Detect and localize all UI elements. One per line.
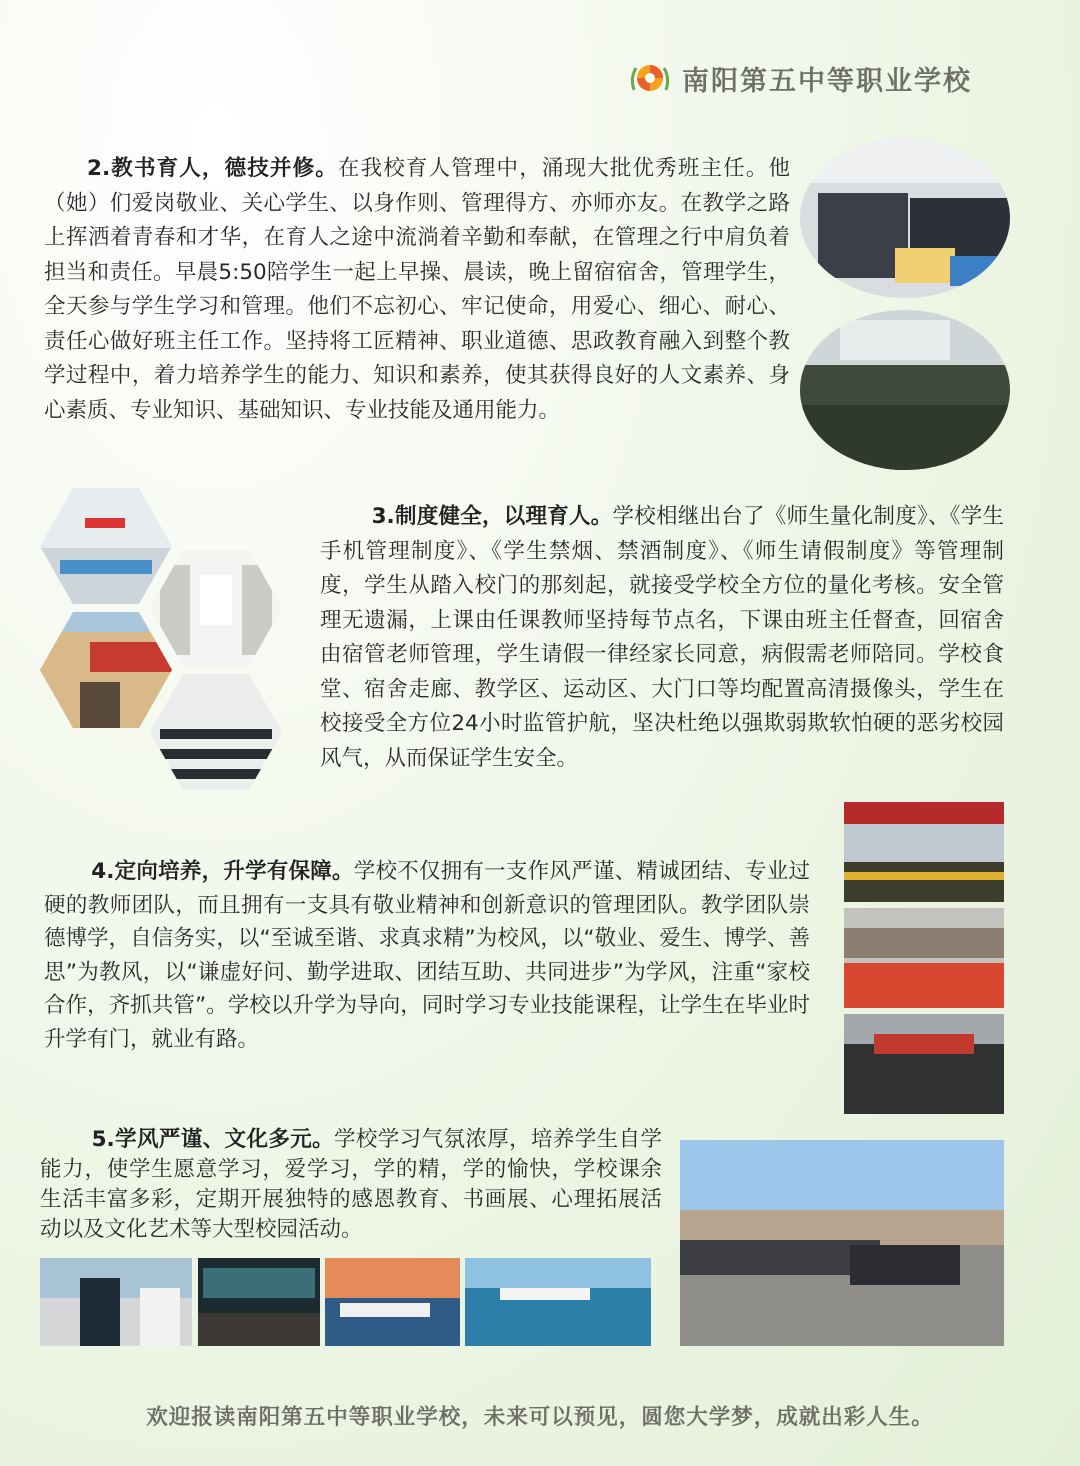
section-2-title: 2.教书育人，德技并修。 (87, 156, 338, 181)
school-logo-icon (628, 56, 672, 100)
section-2-body: 在我校育人管理中，涌现大批优秀班主任。他（她）们爱岗敬业、关心学生、以身作则、管理得方、亦师亦友。在教学之路上挥洒着青春和才华，在育人之途中流淌着辛勤和奉献，在管理之行中肩负着担当和责任。早晨5:50陪学生一起上早操、晨读，晚上留宿宿舍，管理学生，全天参与学生学习和管理。他们不忘初心、牢记使命，用爱心、细心、耐心、责任心做好班主任工作。坚持将工匠精神、职业道德、思政教育融入到整个教学过程中，着力培养学生的能力、知识和素养，使其获得良好的人文素养、身心素质、专业知识、基础知识、专业技能及通用能力。 (44, 156, 790, 423)
school-name: 南阳第五中等职业学校 (682, 65, 972, 97)
computer-lab-photo (150, 674, 282, 790)
section-5 (40, 1125, 662, 1245)
section-4-title: 4.定向培养，升学有保障。 (91, 859, 354, 884)
section-4-paragraph (44, 855, 810, 1056)
classroom-photo-1 (800, 138, 1010, 298)
campus-activity-photo (680, 1140, 1004, 1346)
section-2 (44, 152, 790, 428)
classroom-photo-2 (800, 310, 1010, 470)
cruise-sunset-photo (325, 1258, 460, 1346)
section-5-paragraph (40, 1125, 662, 1245)
section-4-body: 学校不仅拥有一支作风严谨、精诚团结、专业过硬的教师团队，而且拥有一支具有敬业精神和创新意识的管理团队。教学团队崇德博学，自信务实，以“至诚至谐、求真求精”为校风，以“敬业、爱生、博学、善思”为教风，以“谦虚好问、勤学进取、团结互助、共同进步”为学风，注重“家校合作，齐抓共管”。学校以升学为导向，同时学习专业技能课程，让学生在毕业时升学有门，就业有路。 (44, 859, 810, 1052)
section-3-paragraph (320, 500, 1004, 776)
ceremony-photo (844, 802, 1004, 902)
group-photo (844, 908, 1004, 1008)
ship-bridge-photo (40, 1258, 192, 1346)
control-room-photo (198, 1258, 320, 1346)
section-4 (44, 855, 810, 1056)
graduation-photo (844, 1014, 1004, 1114)
section-3-body: 学校相继出台了《师生量化制度》、《学生手机管理制度》、《学生禁烟、禁酒制度》、《师生请假制度》等管理制度，学生从踏入校门的那刻起，就接受学校全方位的量化考核。安全管理无遗漏，上课由任课教师坚持每节点名，下课由班主任督查，回宿舍由宿管老师管理，学生请假一律经家长同意，病假需老师陪同。学校食堂、宿舍走廊、教学区、运动区、大门口等均配置高清摄像头，学生在校接受全方位24小时监管护航，坚决杜绝以强欺弱欺软怕硬的恶劣校园风气，从而保证学生安全。 (320, 504, 1004, 771)
footer-slogan: 欢迎报读南阳第五中等职业学校，未来可以预见，圆您大学梦，成就出彩人生。 (146, 1405, 934, 1430)
section-5-body: 学校学习气氛浓厚，培养学生自学能力，使学生愿意学习，爱学习，学的精，学的愉快，学校课余生活丰富多彩，定期开展独特的感恩教育、书画展、心理拓展活动以及文化艺术等大型校园活动。 (40, 1127, 662, 1242)
section-3-title: 3.制度健全，以理育人。 (371, 504, 613, 529)
header (628, 56, 972, 100)
section-5-title: 5.学风严谨、文化多元。 (91, 1127, 335, 1152)
dormitory-photo (150, 550, 282, 666)
canteen-photo (40, 488, 172, 604)
facility-hexagon-collage (40, 488, 290, 808)
building-photo (40, 612, 172, 728)
cruise-sea-photo (465, 1258, 651, 1346)
section-3 (320, 500, 1004, 776)
section-2-paragraph (44, 152, 790, 428)
